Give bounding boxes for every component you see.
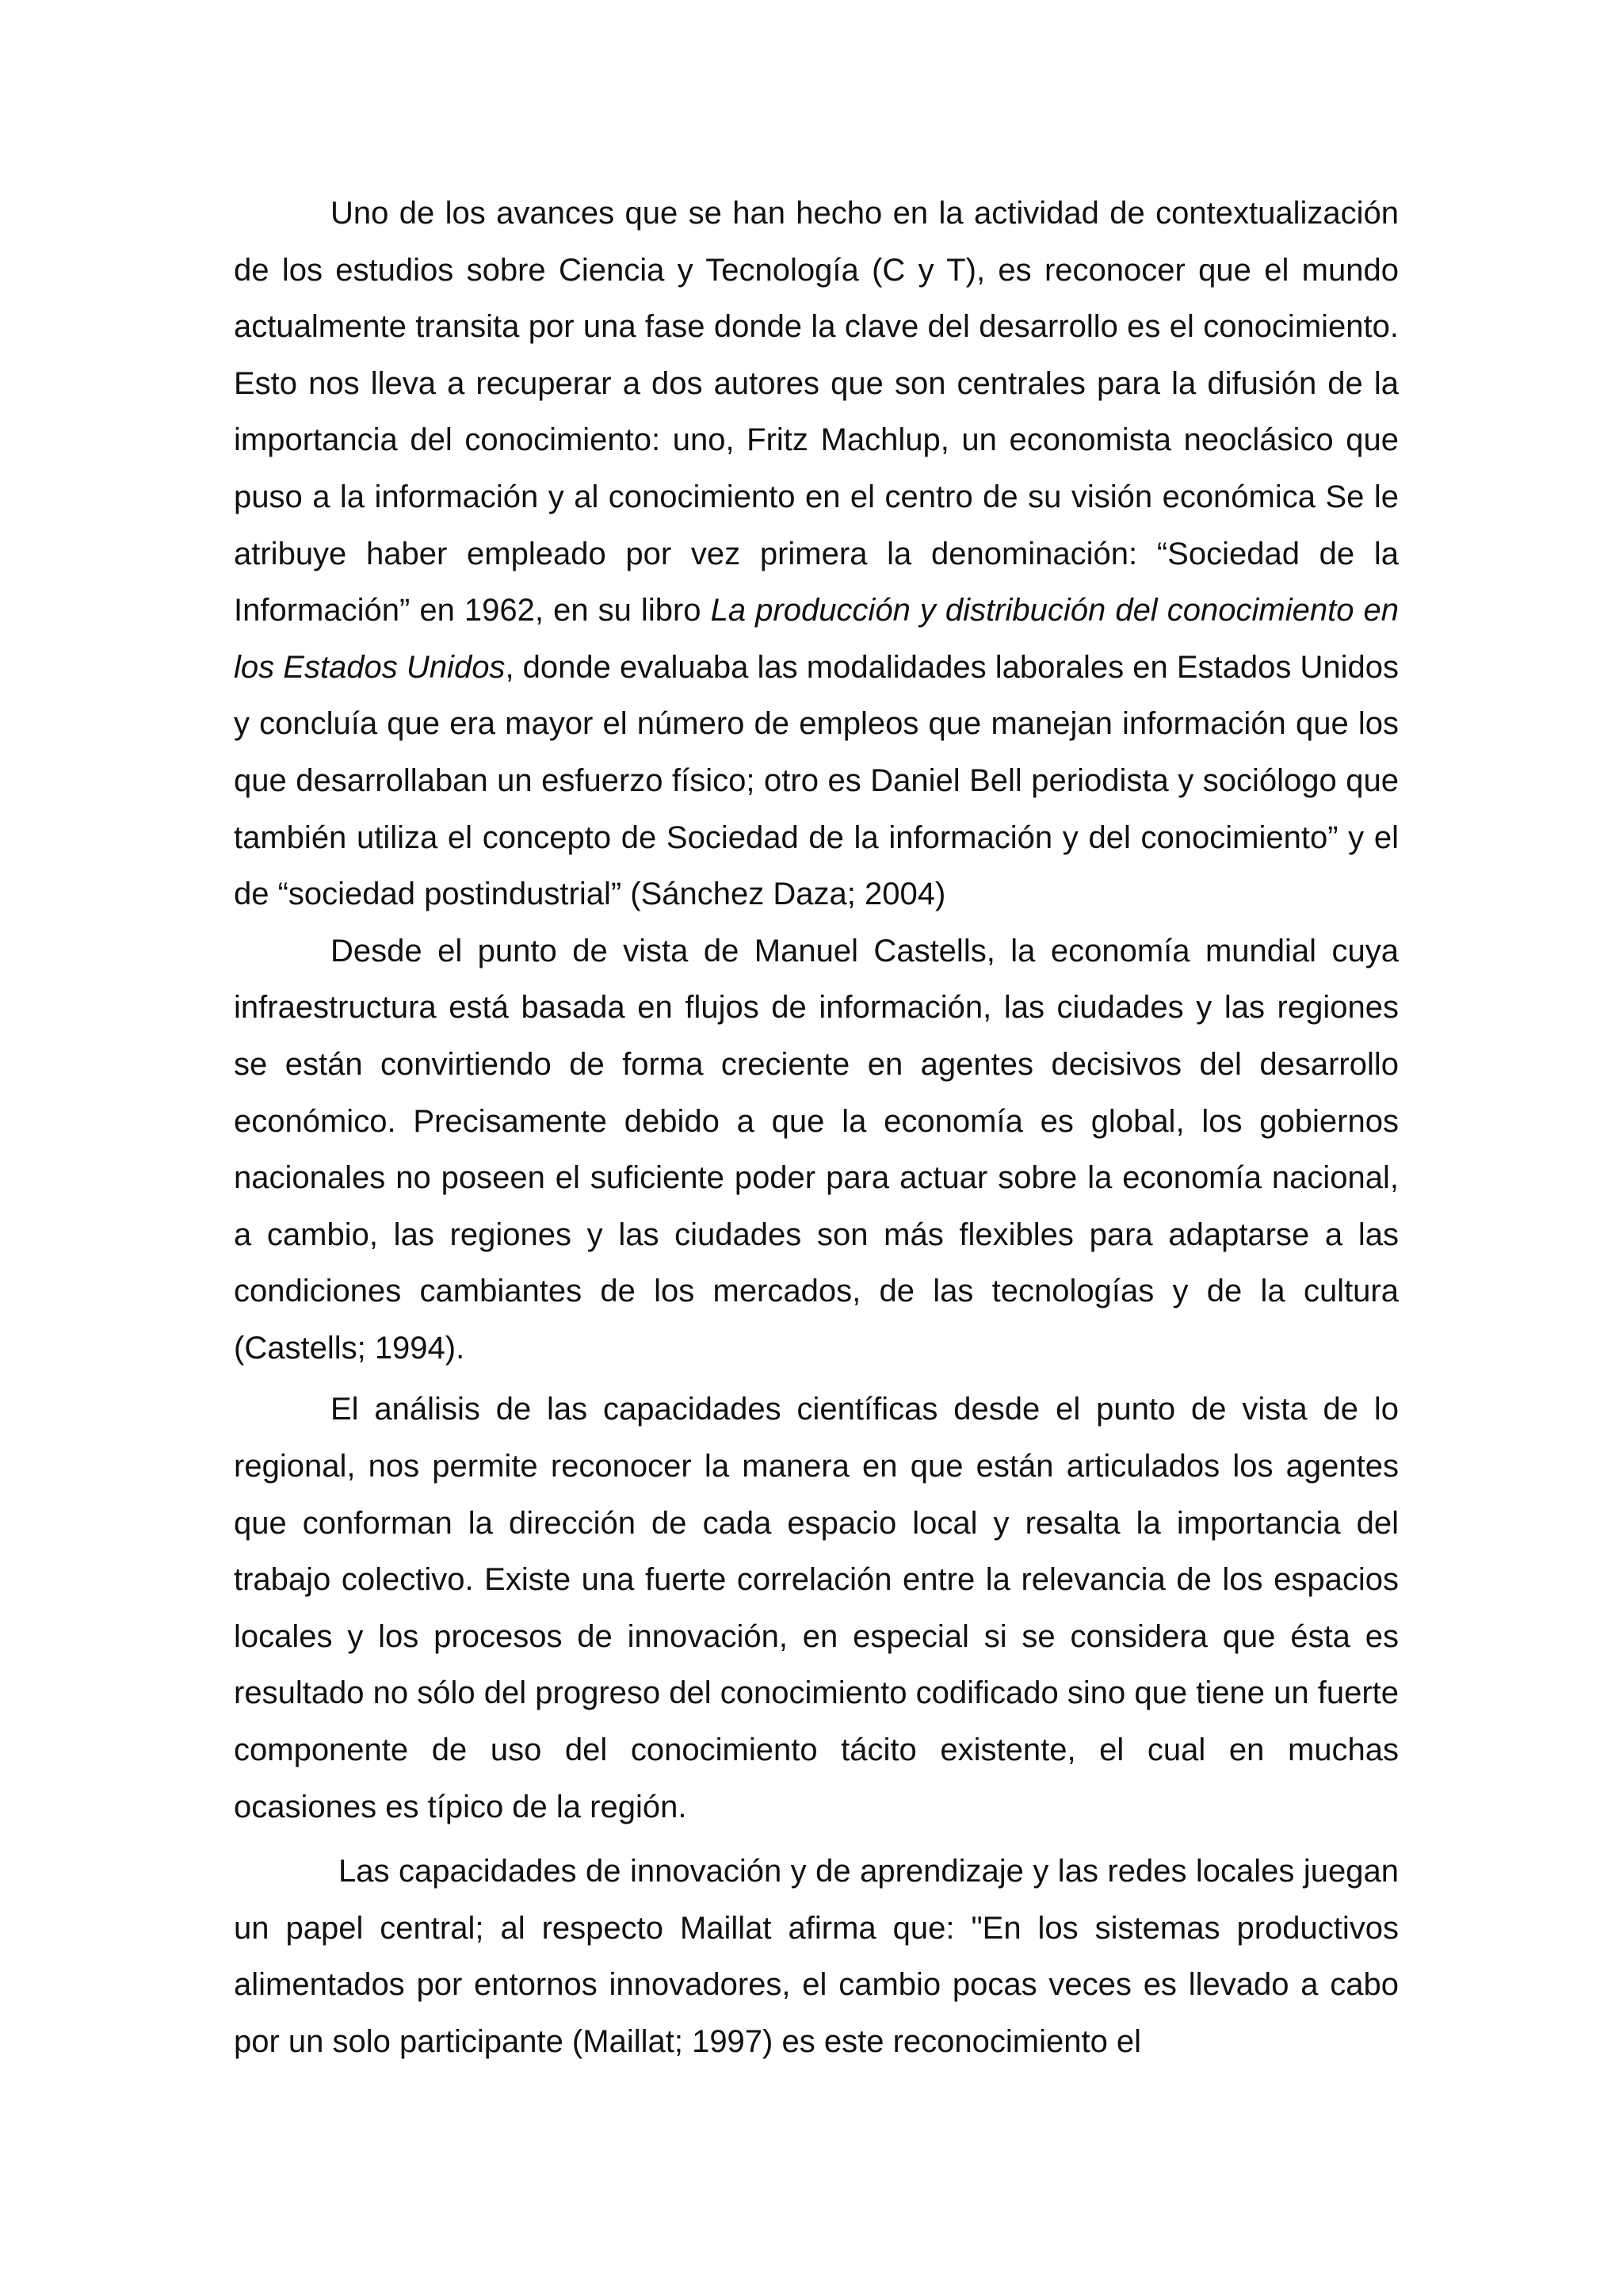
paragraph-1 bbox=[234, 185, 1399, 923]
paragraph-2: Desde el punto de vista de Manuel Castells, la economía mundial cuya infraestructura está basada en flujos de información, las ciudades y las regiones se están convirtiendo de forma creciente en agentes decisivos del desarrollo económico. Precisamente debido a que la economía es global, los gobiernos nacionales no poseen el suficiente poder para actuar sobre la economía nacional, a cambio, las regiones y las ciudades son más flexibles para adaptarse a las condiciones cambiantes de los mercados, de las tecnologías y de la cultura (Castells; 1994). bbox=[234, 933, 1399, 1366]
paragraph-3: El análisis de las capacidades científicas desde el punto de vista de lo regional, nos permite reconocer la manera en que están articulados los agentes que conforman la dirección de cada espacio local y resalta la importancia del trabajo colectivo. Existe una fuerte correlación entre la relevancia de los espacios locales y los procesos de innovación, en especial si se considera que ésta es resultado no sólo del progreso del conocimiento codificado sino que tiene un fuerte componente de uso del conocimiento tácito existente, el cual en muchas ocasiones es típico de la región. bbox=[234, 1392, 1399, 1824]
paragraph-1-text-a: Uno de los avances que se han hecho en la actividad de contextualización de los estudios sobre Ciencia y Tecnología (C y T), es reconocer que el mundo actualmente transita por una fase donde la clave del desarrollo es el conocimiento. Esto nos lleva a recuperar a dos autores que son centrales para la difusión de la importancia del conocimiento: uno, Fritz Machlup, un economista neoclásico que puso a la información y al conocimiento en el centro de su visión económica Se le atribuye haber empleado por vez primera la denominación: “Sociedad de la Información” en 1962, en su libro bbox=[234, 196, 1399, 628]
paragraph-1-text-b: , donde evaluaba las modalidades laborales en Estados Unidos y concluía que era mayor el número de empleos que manejan información que los que desarrollaban un esfuerzo físico; otro es Daniel Bell periodista y sociólogo que también utiliza el concepto de Sociedad de la información y del conocimiento” y el de “sociedad postindustrial” (Sánchez Daza; 2004) bbox=[234, 649, 1399, 912]
body-text bbox=[234, 185, 1399, 2071]
book-title-italic: La producción y distribución del conocimiento en los Estados Unidos bbox=[234, 593, 1399, 685]
paragraph-4: Las capacidades de innovación y de aprendizaje y las redes locales juegan un papel central; al respecto Maillat afirma que: "En los sistemas productivos alimentados por entornos innovadores, el cambio pocas veces es llevado a cabo por un solo participante (Maillat; 1997) es este reconocimiento el bbox=[234, 1854, 1399, 2059]
